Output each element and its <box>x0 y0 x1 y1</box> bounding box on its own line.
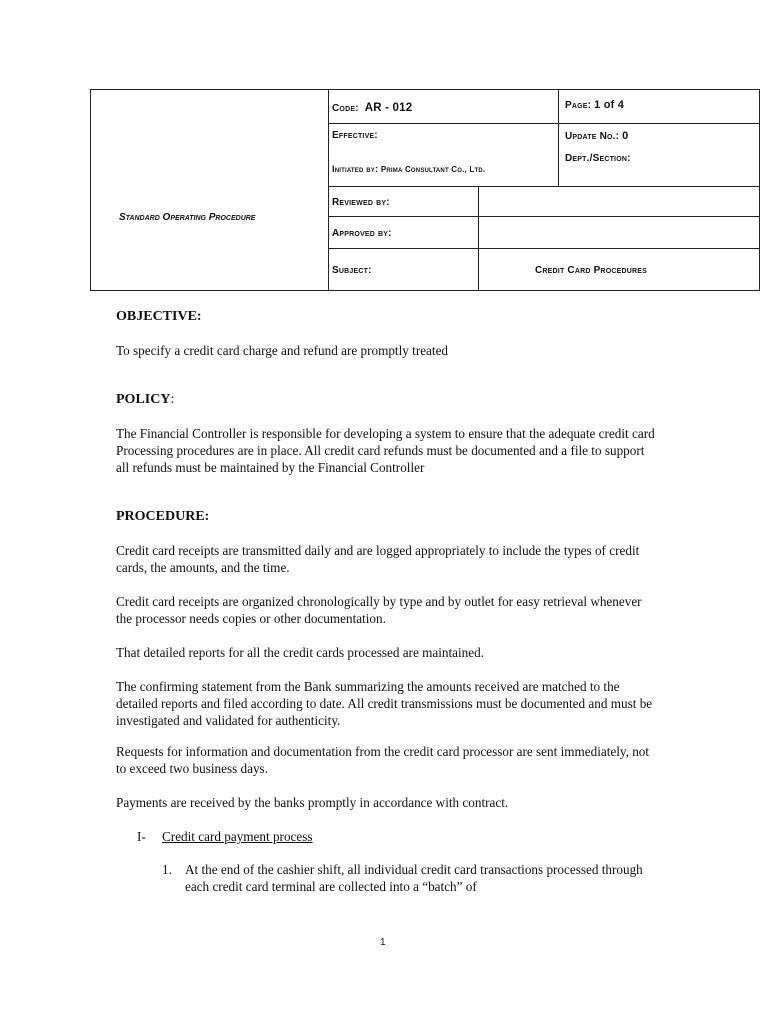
subject-value: Credit Card Procedures <box>535 265 647 276</box>
procedure-paragraph: Credit card receipts are organized chronologically by type and by outlet for easy retrieval whenever the processor needs copies or other documentation. <box>116 594 642 626</box>
approved-label: Approved by: <box>332 228 392 239</box>
initiated-value: Prima Consultant Co., Ltd. <box>380 165 486 174</box>
update-label: Update No.: <box>565 131 620 142</box>
section-heading <box>137 828 677 845</box>
section-title: Credit card payment process <box>162 829 313 844</box>
procedure-paragraph: Payments are received by the banks promptly in accordance with contract. <box>116 795 509 810</box>
procedure-heading: PROCEDURE: <box>116 509 210 524</box>
update-value: 0 <box>622 130 629 142</box>
code-label: Code: <box>332 103 359 114</box>
page-value: 1 of 4 <box>594 99 625 111</box>
update-field <box>565 130 629 142</box>
page-field <box>565 99 624 111</box>
procedure-paragraph: The confirming statement from the Bank summarizing the amounts received are matched to the detailed reports and filed according to date. All credit transmissions must be documented and must be investigated and validated for authenticity. <box>116 679 653 728</box>
reviewed-label: Reviewed by: <box>332 197 390 208</box>
objective-text: To specify a credit card charge and refund are promptly treated <box>116 343 449 358</box>
policy-heading <box>116 392 174 408</box>
policy-heading-text: POLICY <box>116 392 171 407</box>
dept-label: Dept./Section: <box>565 153 631 164</box>
document-header-table <box>90 89 760 291</box>
page-label: Page: <box>565 100 592 111</box>
initiated-field <box>332 164 485 174</box>
sop-label: Standard Operating Procedure <box>119 212 256 223</box>
policy-text: The Financial Controller is responsible for developing a system to ensure that the adequate credit card Processing procedures are in place. All credit card refunds must be documented and a file to support all refunds must be maintained by the Financial Controller <box>116 426 655 475</box>
code-value: AR - 012 <box>364 102 413 114</box>
effective-label: Effective: <box>332 130 378 141</box>
procedure-paragraph: Credit card receipts are transmitted daily and are logged appropriately to include the types of credit cards, the amounts, and the time. <box>116 543 640 575</box>
objective-heading: OBJECTIVE: <box>116 309 202 324</box>
code-field <box>332 102 412 114</box>
section-number: I- <box>137 829 146 844</box>
procedure-paragraph: That detailed reports for all the credit cards processed are maintained. <box>116 645 484 660</box>
procedure-paragraph: Requests for information and documentation from the credit card processor are sent immediately, not to exceed two business days. <box>116 744 650 776</box>
policy-heading-colon: : <box>170 392 175 407</box>
list-item-text: At the end of the cashier shift, all individual credit card transactions processed through each credit card terminal are collected into a “batch” of <box>185 862 643 894</box>
subject-label: Subject: <box>332 265 372 276</box>
page-number: 1 <box>380 937 386 948</box>
initiated-label: Initiated by: <box>332 164 379 174</box>
list-item-number: 1. <box>162 862 172 877</box>
